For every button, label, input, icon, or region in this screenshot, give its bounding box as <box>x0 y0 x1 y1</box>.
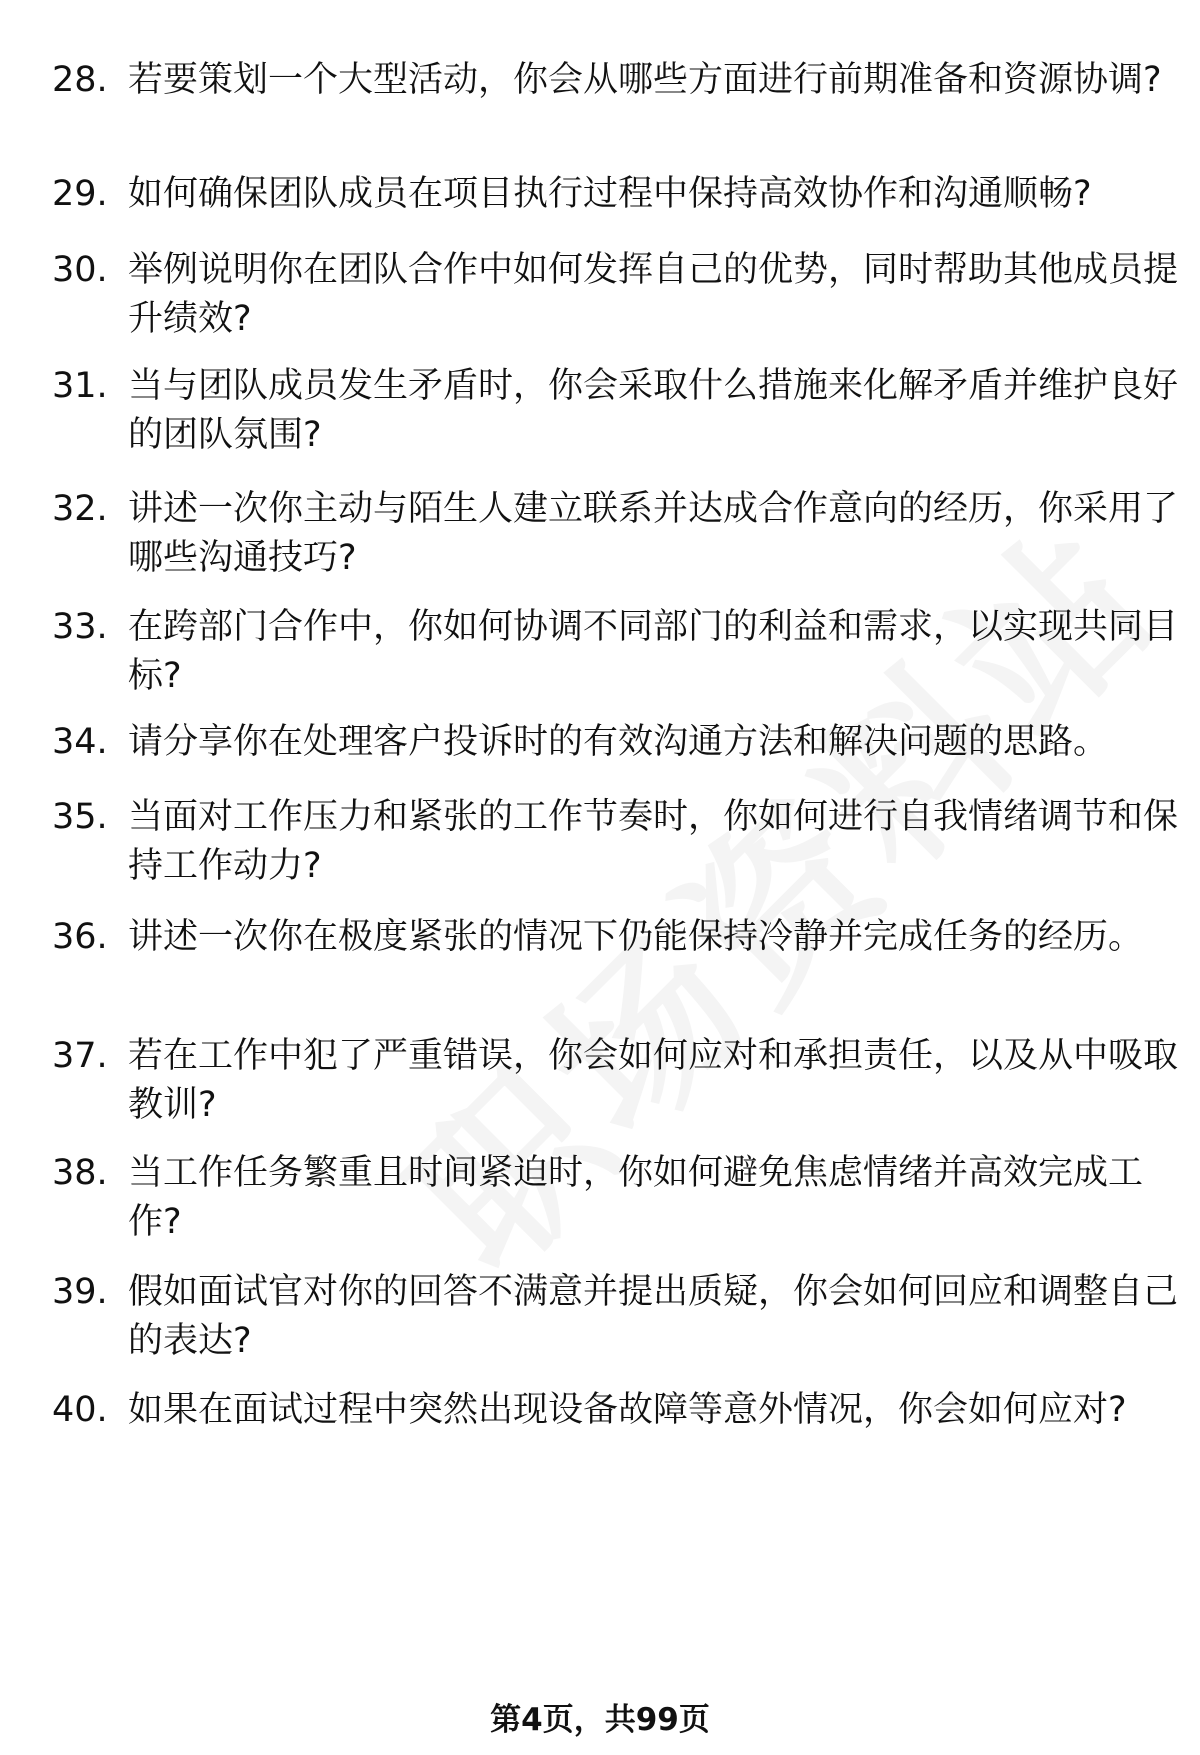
question-number: 33. <box>52 607 108 647</box>
question-text: 若要策划一个大型活动，你会从哪些方面进行前期准备和资源协调? <box>128 60 1162 100</box>
question-text: 讲述一次你在极度紧张的情况下仍能保持冷静并完成任务的经历。 <box>128 917 1144 957</box>
question-number: 32. <box>52 489 108 529</box>
question-text: 当面对工作压力和紧张的工作节奏时，你如何进行自我情绪调节和保持工作动力? <box>128 797 1179 886</box>
question-text: 当与团队成员发生矛盾时，你会采取什么措施来化解矛盾并维护良好的团队氛围? <box>128 366 1179 455</box>
question-text: 假如面试官对你的回答不满意并提出质疑，你会如何回应和调整自己的表达? <box>128 1272 1179 1361</box>
question-number: 28. <box>52 60 108 100</box>
question-text: 讲述一次你主动与陌生人建立联系并达成合作意向的经历，你采用了哪些沟通技巧? <box>128 489 1179 578</box>
question-text: 举例说明你在团队合作中如何发挥自己的优势，同时帮助其他成员提升绩效? <box>128 250 1179 339</box>
question-text: 当工作任务繁重且时间紧迫时，你如何避免焦虑情绪并高效完成工作? <box>128 1153 1144 1242</box>
question-number: 39. <box>52 1272 108 1312</box>
question-number: 34. <box>52 722 108 762</box>
question-number: 29. <box>52 174 108 214</box>
page-footer: 第4页，共99页 <box>490 1702 710 1738</box>
question-number: 37. <box>52 1036 108 1076</box>
question-text: 若在工作中犯了严重错误，你会如何应对和承担责任，以及从中吸取教训? <box>128 1036 1179 1125</box>
question-number: 38. <box>52 1153 108 1193</box>
question-number: 35. <box>52 797 108 837</box>
question-number: 40. <box>52 1390 108 1430</box>
question-number: 36. <box>52 917 108 957</box>
question-number: 31. <box>52 366 108 406</box>
question-number: 30. <box>52 250 108 290</box>
question-text: 在跨部门合作中，你如何协调不同部门的利益和需求，以实现共同目标? <box>128 607 1179 696</box>
question-text: 请分享你在处理客户投诉时的有效沟通方法和解决问题的思路。 <box>128 722 1109 762</box>
question-text: 如果在面试过程中突然出现设备故障等意外情况，你会如何应对? <box>128 1390 1127 1430</box>
question-text: 如何确保团队成员在项目执行过程中保持高效协作和沟通顺畅? <box>128 174 1092 214</box>
